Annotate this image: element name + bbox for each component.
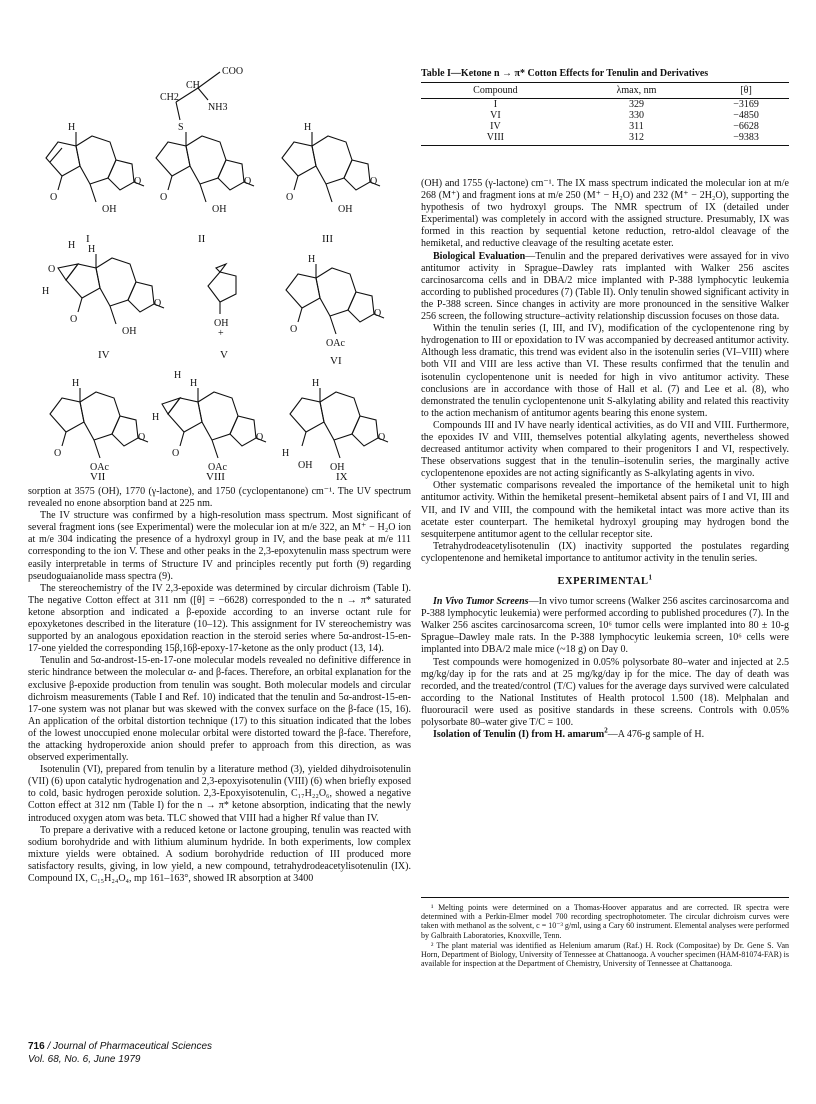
svg-text:H: H [190, 378, 198, 389]
svg-text:O: O [138, 432, 146, 443]
section-heading-biological-evaluation: Biological Evaluation [433, 250, 526, 262]
paragraph: Tetrahydrodeacetylisotenulin (IX) inactivity supported the postulates regarding cyclopentenone and hemiketal importance to antitumor activity in the tenulin series. [421, 540, 789, 564]
structure-VII [50, 378, 148, 480]
paragraph: (OH) and 1755 (γ-lactone) cm⁻¹. The IX mass spectrum indicated the molecular ion at m/e 268 (M⁺) and fragment ions at m/e 250 (M⁺ − H₂O) and 232 (M⁺ − 2H₂O), supporting the hypothesis of two hydroxyl groups. The NMR spectrum of IX (detailed under Experimental) was completely in accord with the assigned structure. Presumably, IX was formed in this reaction by sequential ketone reduction, retro-aldol cleavage of the hemiketal, and reductive cleavage of the resulting acetate ester. [421, 178, 789, 250]
svg-text:O: O [374, 308, 382, 319]
table-row [421, 110, 789, 121]
ch2-label: CH2 [160, 92, 179, 103]
paragraph: The IV structure was confirmed by a high-resolution mass spectrum. Most significant of several fragment ions (see Experimental) were the molecular ion at m/e 322, an M⁺ − H₂O ion at m/e 304 indicating the presence of a hydroxyl group in IV, and the base peak at m/e 111 corresponding to the ion V. These and other peaks in the 2,3-epoxytenulin mass spectrum were easily interpretable in terms of Structure IV and principles recently put forth (9) regarding pseudoguaianolide mass spectra (9). [28, 510, 411, 582]
structure-V [208, 264, 236, 361]
structure-label-VIII: VIII [206, 471, 225, 480]
svg-text:H: H [42, 286, 50, 297]
sulfur-label: S [178, 122, 184, 133]
svg-text:H: H [312, 378, 320, 389]
structure-II [156, 132, 254, 245]
paragraph: Within the tenulin series (I, III, and IV), modification of the cyclopentenone ring by hydrogenation to III or epoxidation to IV was accompanied by decreased antitumor activity. Although less dramatic, this trend was evident also in the isotenulin series (VI–VIII) where both VII and VIII are less active than VI. These results confirmed that the tenulin and isotenulin cyclopentenone unit is needed for high in vivo antitumor activity. These conclusions are in accordance with those of Hall et al. (7) and Lee et al. (8), who demonstrated the tenulin cyclopentenone unit S-alkylating ability and related this reactivity to the action mechanism of antitumor agents bearing this enone system. [421, 323, 789, 419]
svg-text:O: O [286, 192, 294, 203]
svg-text:H: H [308, 254, 316, 265]
paragraph: Isolation of Tenulin (I) from H. amarum$^2$—A 476-g sample of H. [433, 726, 705, 741]
structure-IV [42, 240, 164, 361]
paragraph: Compounds III and IV have nearly identical activities, as do VII and VIII. Furthermore, the epoxides IV and VIII, themselves potential alkylating agents, nevertheless showed decreased antitumor activity when compared to their progenitors I and VI, respectively. These observations suggest that in the tenulin–isotenulin series, the marginally active cyclopentenone epoxides are not acting significantly as S-alkylating agents in vivo. [421, 419, 789, 480]
footnote: ² The plant material was identified as Helenium amarum (Raf.) H. Rock (Compositae) by Dr. Gene S. Van Horn, Department of Biology, University of Tennessee at Chattanooga. A voucher specimen (HAM-81074-FAR) is available for inspection at the Department of Chemistry, University of Tennessee at Chattanooga. [421, 940, 789, 969]
svg-text:H: H [152, 412, 160, 423]
svg-text:OH: OH [212, 204, 227, 215]
paragraph [421, 251, 789, 324]
journal-name: Journal of Pharmaceutical Sciences [53, 1041, 213, 1052]
structure-label-III: III [322, 233, 333, 245]
section-heading-experimental: EXPERIMENTAL$^1$ [557, 573, 653, 587]
right-column [421, 178, 789, 741]
paragraph: sorption at 3575 (OH), 1770 (γ-lactone), and 1750 (cyclopentanone) cm⁻¹. The UV spectrum revealed no enone absorption band at 225 nm. [28, 486, 411, 510]
svg-text:H: H [68, 122, 76, 133]
paragraph: Isotenulin (VI), prepared from tenulin by a literature method (3), yielded dihydroisotenulin (VII) (6) upon catalytic hydrogenation and 2,3-epoxyisotenulin (VIII) (6) when briefly exposed to cold, basic hydrogen peroxide solution. 2,3-Epoxyisotenulin, C₁₇H₂₂O₆, showed a negative Cotton effect at 312 nm (Table I) for the n → π* ketone absorption, indicating that the newly introduced oxygen atom was beta. TLC showed that VIII had a higher Rf value than IV. [28, 764, 411, 824]
table-row [421, 121, 789, 132]
chemical-structures-figure [28, 50, 411, 480]
svg-text:OH: OH [214, 318, 229, 329]
svg-text:H: H [304, 122, 312, 133]
svg-text:H: H [72, 378, 80, 389]
svg-text:O: O [134, 176, 142, 187]
table-cell: 329 [628, 99, 644, 110]
paragraph: To prepare a derivative with a reduced ketone or lactone grouping, tenulin was reacted with sodium borohydride and with lithium aluminum hydride. In both experiments, low complex mixture yields were obtained. A sodium borohydride reduction of III produced more satisfactory results, giving, in low yield, a new compound, tetrahydrodeacetylisotenulin (IX). Compound IX, C₁₅H₂₄O₄, mp 161–163°, showed IR absorption at 3400 [28, 824, 411, 884]
svg-text:O: O [54, 448, 62, 459]
svg-text:O: O [160, 192, 168, 203]
structure-label-IX: IX [336, 471, 348, 480]
paragraph: Other systematic comparisons revealed the importance of the hemiketal unit to high antitumor activity. Within the hemiketal present–hemiketal absent pairs of I and VI, III and VII, and IV and VIII, the compound with the hemiketal intact was more active than its acetate ester counterpart. The hemiketal hydroxyl grouping may hydrogen bond the sesquiterpene antitumor agent to the cellular receptor site. [421, 480, 789, 540]
column-header: [θ] [703, 83, 789, 99]
table-header-row [421, 83, 789, 99]
column-header: λmax, nm [570, 83, 703, 99]
svg-text:OH: OH [122, 326, 137, 337]
structure-I [46, 122, 144, 245]
svg-text:O: O [154, 298, 162, 309]
left-column [28, 486, 411, 885]
svg-text:H: H [68, 240, 76, 251]
paragraph-text: —Tenulin and the prepared derivatives were assayed for in vivo antitumor activity in Sprague–Dawley rats implanted with Walker 256 ascites carcinosarcoma cells and in DBA/2 mice implanted with P-388 lymphocytic leukemia according to published procedures (7) (Table II). Only tenulin showed significant activity in the P-388 screen. Since changes in activity are more pronounced in the sensitive Walker 256 screen, the following structure–activity relationship discussion focuses on those data. [421, 250, 789, 323]
footnote: ¹ Melting points were determined on a Thomas-Hoover apparatus and are corrected. IR spectra were determined with a Perkin-Elmer model 700 recording spectrophotometer. The circular dichroism curves were taken with methanol as the solvent, c = 10⁻³ g/ml, using a Cary 60 instrument. Elemental analyses were performed by Galbraith Laboratories, Knoxville, Tenn. [421, 903, 789, 940]
journal-issue: Vol. 68, No. 6, June 1979 [28, 1054, 141, 1065]
svg-text:H: H [174, 370, 182, 381]
svg-text:O: O [172, 448, 180, 459]
table-cell: 312 [570, 132, 703, 146]
svg-text:OH: OH [338, 204, 353, 215]
svg-text:OAc: OAc [208, 462, 227, 473]
svg-text:OAc: OAc [90, 462, 109, 473]
svg-text:O: O [70, 314, 78, 325]
column-header: Compound [421, 83, 570, 99]
svg-text:O: O [244, 176, 252, 187]
structure-label-IV: IV [98, 349, 110, 361]
svg-text:O: O [48, 264, 56, 275]
table-cell: 330 [628, 110, 644, 121]
structure-VI [286, 254, 384, 367]
ch-label: CH [186, 80, 200, 91]
structure-IX [282, 378, 388, 480]
svg-text:+: + [218, 328, 224, 339]
svg-text:O: O [378, 432, 386, 443]
table-row [421, 132, 789, 146]
svg-text:O: O [370, 176, 378, 187]
table-cell: I [493, 99, 498, 110]
table-1 [421, 68, 789, 146]
section-heading-isolation: Isolation of Tenulin (I) from H. amarum [433, 729, 605, 741]
table-caption: Table I—Ketone n → π* Cotton Effects for Tenulin and Derivatives [421, 68, 709, 79]
structure-label-VI: VI [330, 355, 342, 367]
page-number: 716 [28, 1041, 45, 1052]
svg-text:H: H [88, 244, 96, 255]
svg-text:O: O [290, 324, 298, 335]
table-cell: −9383 [703, 132, 789, 146]
svg-text:OAc: OAc [326, 338, 345, 349]
section-heading-in-vivo: In Vivo Tumor Screens [433, 596, 529, 608]
table-cell: −6628 [733, 121, 759, 132]
table-cell: IV [490, 121, 501, 132]
table-cell: −4850 [733, 110, 759, 121]
svg-text:OH: OH [298, 460, 313, 471]
cysteine-substituent [160, 66, 243, 133]
paragraph-text: —A 476-g sample of H. [607, 729, 705, 741]
paragraph: Tenulin and 5α-androst-15-en-17-one molecular models revealed no definitive difference in steric hindrance between the molecular α- and β-faces. Therefore, an orbital explanation for the exclusive β-epoxide production from tenulin was sought. Both molecular models and circular dichroism measurements (Table I and Ref. 10) indicated that the tenulin and 5α-androst-15-en-17-one system was not planar but was skewed with the convex surface on the β-face (15, 16). An application of the orbital distortion technique (17) to this situation indicated that the lobes of the lowest unoccupied enone molecular orbital were distorted toward the β-face. Therefore, the attacking hydroperoxide anion should prefer to approach from this direction, as was observed experimentally. [28, 655, 411, 764]
svg-text:OH: OH [102, 204, 117, 215]
paragraph [421, 596, 789, 656]
structure-label-VII: VII [90, 471, 106, 480]
table-cell: −3169 [733, 99, 759, 110]
structure-VIII [152, 370, 266, 480]
cotton-effects-table [421, 82, 789, 146]
table-cell: 311 [629, 121, 644, 132]
svg-text:O: O [50, 192, 58, 203]
table-row [421, 99, 789, 111]
paragraph: Test compounds were homogenized in 0.05% polysorbate 80–water and injected at 2.5 mg/kg/day ip for the rats and at 25 mg/kg/day ip for the mice. The day of death was recorded, and the treated/control (T/C) values for the average days survived were calculated according to the National Institutes of Health protocol 1.500 (18). Melphalan and fluorouracil were used as positive standards in these screens. Controls with 0.05% polysorbate 80–water give T/C = 100. [421, 656, 789, 729]
structure-III [282, 122, 380, 245]
svg-text:H: H [282, 448, 290, 459]
structure-label-I: I [86, 233, 90, 245]
structure-label-II: II [198, 233, 206, 245]
footnotes [421, 897, 789, 969]
coo-label: COO [222, 66, 244, 77]
svg-text:O: O [256, 432, 264, 443]
paragraph-text: —In vivo tumor screens (Walker 256 ascites carcinosarcoma and P-388 lymphocytic leukemia) were performed according to published procedures (7). In the Walker 256 ascites carcinosarcoma screen, 10⁶ tumor cells were implanted into 80 ± 10-g Sprague–Dawley male rats. In the P-388 lymphocytic leukemia screen, 10⁶ cells were implanted into DBA/2 male mice (~18 g) on Day 0. [421, 596, 789, 656]
table-cell: VIII [421, 132, 570, 146]
page-footer: 716 / Journal of Pharmaceutical Sciences Vol. 68, No. 6, June 1979 [28, 1041, 213, 1065]
svg-text:OH: OH [330, 462, 345, 473]
table-cell: VI [490, 110, 501, 121]
structure-label-V: V [220, 349, 228, 361]
nh3-label: NH3 [208, 102, 228, 113]
paragraph: The stereochemistry of the IV 2,3-epoxide was determined by circular dichroism (Table I). The negative Cotton effect at 311 nm ([θ] = −6628) corresponded to the n → π* saturated ketone absorption and indicated a β-epoxide according to an inverse octant rule for epoxyketones described in the literature (10–12). This assignment for IV stereochemistry was supported by an analogous epoxidation reaction in the steroid series where 5α-androst-15-en-17-one yielded the corresponding 15β,16β-epoxy-17-ketone as the only product (13, 14). [28, 582, 411, 655]
